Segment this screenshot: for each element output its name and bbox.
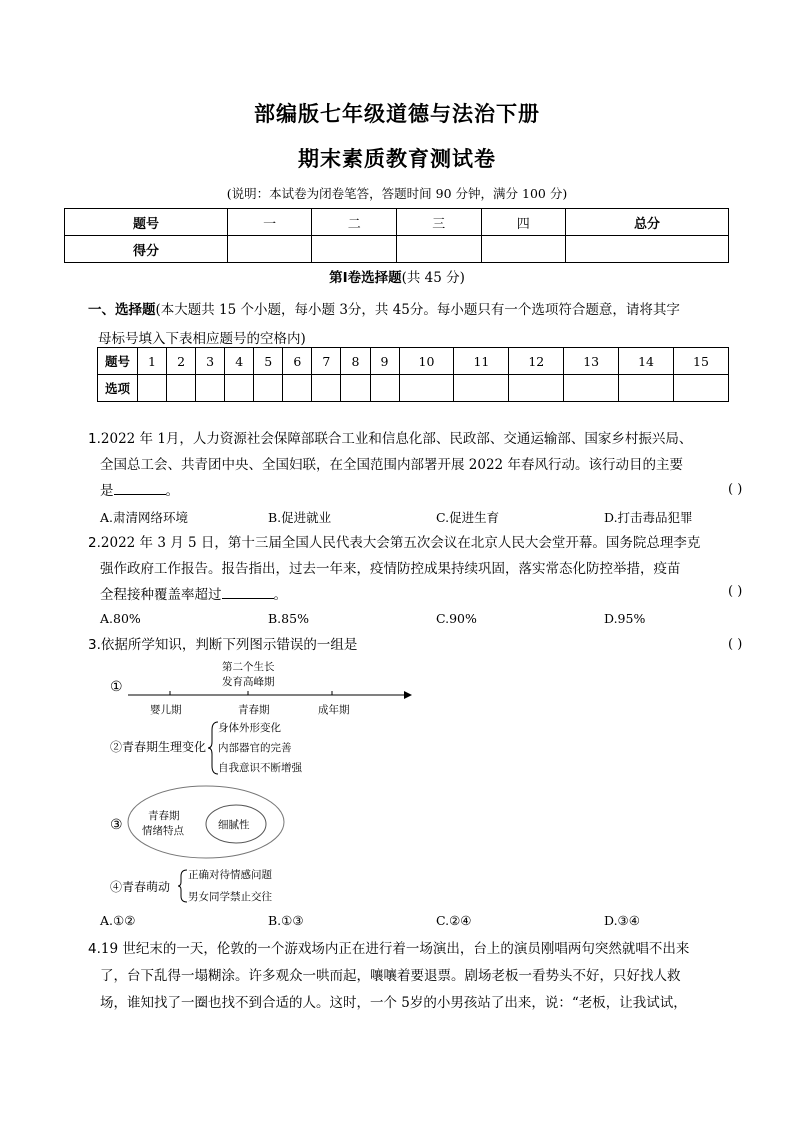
diagram-2-item: 内部器官的完善	[218, 742, 292, 754]
answer-number-cell: 3	[196, 348, 225, 375]
section-suffix: (共 45 分)	[401, 270, 465, 286]
question-2	[88, 530, 728, 608]
option-a: A.①②	[100, 913, 136, 928]
answer-cell[interactable]	[341, 375, 370, 402]
answer-number-cell: 14	[619, 348, 674, 375]
option-d: D.③④	[604, 913, 640, 928]
score-cell[interactable]	[566, 236, 729, 263]
answer-cell[interactable]	[138, 375, 167, 402]
option-b: B.促进就业	[268, 510, 332, 525]
option-c: C.90%	[436, 611, 477, 626]
score-header-cell: 二	[312, 209, 397, 236]
option-b: B.①③	[268, 913, 304, 928]
answer-number-cell: 9	[370, 348, 399, 375]
answer-number-cell: 2	[167, 348, 196, 375]
question-text: 全国总工会、共青团中央、全国妇联，在全国范围内部署开展 2022 年春风行动。该行动目的主要	[100, 457, 683, 473]
option-d: D.95%	[604, 611, 646, 626]
score-header-cell: 总分	[566, 209, 729, 236]
option-a: A.肃清网络环境	[100, 510, 189, 525]
answer-cell[interactable]	[674, 375, 729, 402]
question-text: 2022 年 3 月 5 日，第十三届全国人民代表大会第五次会议在北京人民大会堂开幕。国务院总理李克	[100, 535, 701, 551]
answer-cell[interactable]	[399, 375, 454, 402]
score-header-cell: 三	[396, 209, 481, 236]
question-number: 2.	[88, 535, 101, 551]
question-text: 19 世纪末的一天，伦敦的一个游戏场内正在进行着一场演出，台上的演员刚唱两句突然就唱不出来	[100, 941, 690, 957]
diagram-3-number: ③	[110, 817, 123, 833]
option-a: A.80%	[100, 611, 141, 626]
question-number: 3.	[88, 637, 101, 653]
score-cell[interactable]	[227, 236, 312, 263]
answer-number-cell: 6	[283, 348, 312, 375]
answer-number-cell: 11	[454, 348, 509, 375]
question-text: 是	[100, 483, 114, 499]
answer-cell[interactable]	[283, 375, 312, 402]
diagram-2-number: ②	[110, 740, 123, 754]
option-c: C.②④	[436, 913, 472, 928]
option-d: D.打击毒品犯罪	[604, 510, 693, 525]
inner-ellipse	[206, 805, 266, 843]
question-3	[88, 632, 728, 658]
option-b: B.85%	[268, 611, 309, 626]
answer-row-label: 选项	[98, 375, 138, 402]
answer-header-label: 题号	[98, 348, 138, 375]
answer-parenthesis[interactable]: ( )	[728, 584, 743, 599]
answer-cell[interactable]	[509, 375, 564, 402]
question-text: 2022 年 1月，人力资源社会保障部联合工业和信息化部、民政部、交通运输部、国家乡村振兴局、	[100, 431, 693, 447]
answer-number-cell: 13	[564, 348, 619, 375]
diagram-2-text: 青春期生理变化	[122, 740, 207, 754]
question-text: 。	[165, 483, 179, 499]
score-row-label: 得分	[65, 236, 228, 263]
part-intro	[88, 296, 728, 354]
outer-ellipse	[128, 786, 284, 858]
diagram-4-item: 正确对待情感问题	[188, 869, 272, 881]
answer-number-cell: 10	[399, 348, 454, 375]
answer-number-cell: 15	[674, 348, 729, 375]
diagram-4-text: 青春萌动	[122, 880, 171, 894]
diagram-2-item: 身体外形变化	[218, 722, 281, 734]
diagram-4-item: 男女同学禁止交往	[188, 891, 272, 903]
question-text: 依据所学知识，判断下列图示错误的一组是	[100, 637, 358, 653]
answer-cell[interactable]	[564, 375, 619, 402]
question-text: 全程接种覆盖率超过	[100, 587, 222, 603]
answer-parenthesis[interactable]: ( )	[728, 482, 743, 497]
answer-parenthesis[interactable]: ( )	[728, 637, 743, 652]
question-4	[88, 936, 728, 1017]
section-title: 第Ⅰ卷选择题	[329, 270, 402, 286]
option-c: C.促进生育	[436, 510, 500, 525]
exam-note: (说明：本试卷为闭卷笔答，答题时间 90 分钟，满分 100 分)	[226, 186, 568, 201]
section-heading	[0, 266, 794, 286]
answer-number-cell: 7	[312, 348, 341, 375]
question-number: 1.	[88, 431, 101, 447]
diagram-1-number: ①	[110, 679, 123, 695]
answer-cell[interactable]	[312, 375, 341, 402]
diagram-4-brace	[178, 868, 188, 904]
answer-cell[interactable]	[619, 375, 674, 402]
diagram-3-outer-label: 情绪特点	[142, 825, 184, 837]
answer-blank	[114, 480, 166, 495]
diagram-3-venn	[126, 784, 286, 860]
diagram-1-top-label: 发育高峰期	[222, 676, 275, 688]
diagram-3-inner-label: 细腻性	[218, 819, 250, 831]
question-text: 。	[273, 587, 287, 603]
diagram-2-brace	[208, 720, 220, 776]
answer-cell[interactable]	[454, 375, 509, 402]
diagram-1-stage: 成年期	[318, 704, 350, 716]
exam-subtitle: 期末素质教育测试卷	[298, 147, 496, 171]
answer-cell[interactable]	[196, 375, 225, 402]
diagram-3-outer-label: 青春期	[148, 810, 180, 822]
diagram-1-top-label: 第二个生长	[222, 661, 275, 673]
score-cell[interactable]	[396, 236, 481, 263]
answer-table	[97, 347, 729, 402]
score-header-cell: 一	[227, 209, 312, 236]
diagram-4-label	[110, 878, 170, 895]
answer-number-cell: 4	[225, 348, 254, 375]
timeline-arrow-icon	[404, 691, 412, 699]
answer-cell[interactable]	[167, 375, 196, 402]
question-number: 4.	[88, 941, 101, 957]
diagram-2-label	[110, 738, 206, 755]
score-header-cell: 四	[481, 209, 566, 236]
diagram-1-timeline	[128, 688, 412, 702]
score-header-cell: 题号	[65, 209, 228, 236]
answer-cell[interactable]	[370, 375, 399, 402]
part-desc-line: 母标号填入下表相应题号的空格内)	[98, 331, 306, 347]
exam-title: 部编版七年级道德与法治下册	[254, 102, 540, 126]
diagram-4-number: ④	[110, 880, 123, 894]
question-1	[88, 426, 728, 504]
answer-cell[interactable]	[225, 375, 254, 402]
diagram-1-stage: 青春期	[238, 704, 270, 716]
answer-number-cell: 5	[254, 348, 283, 375]
diagram-1-stage: 婴儿期	[150, 704, 182, 716]
answer-blank	[222, 584, 274, 599]
answer-number-cell: 1	[138, 348, 167, 375]
question-text: 强作政府工作报告。报告指出，过去一年来，疫情防控成果持续巩固，落实常态化防控举措，疫苗	[100, 561, 681, 577]
question-text: 场，谁知找了一圈也找不到合适的人。这时，一个 5岁的小男孩站了出来，说：“老板，让我试试，	[100, 995, 687, 1011]
score-cell[interactable]	[312, 236, 397, 263]
score-cell[interactable]	[481, 236, 566, 263]
answer-number-cell: 12	[509, 348, 564, 375]
answer-number-cell: 8	[341, 348, 370, 375]
diagram-2-item: 自我意识不断增强	[218, 762, 302, 774]
question-text: 了，台下乱得一塌糊涂。许多观众一哄而起，嚷嚷着要退票。剧场老板一看势头不好，只好找人救	[100, 968, 681, 984]
answer-cell[interactable]	[254, 375, 283, 402]
part-desc-line: (本大题共 15 个小题，每小题 3分，共 45分。每小题只有一个选项符合题意，请将其字	[155, 302, 680, 318]
score-table	[64, 208, 729, 263]
part-label: 一、选择题	[88, 302, 156, 318]
